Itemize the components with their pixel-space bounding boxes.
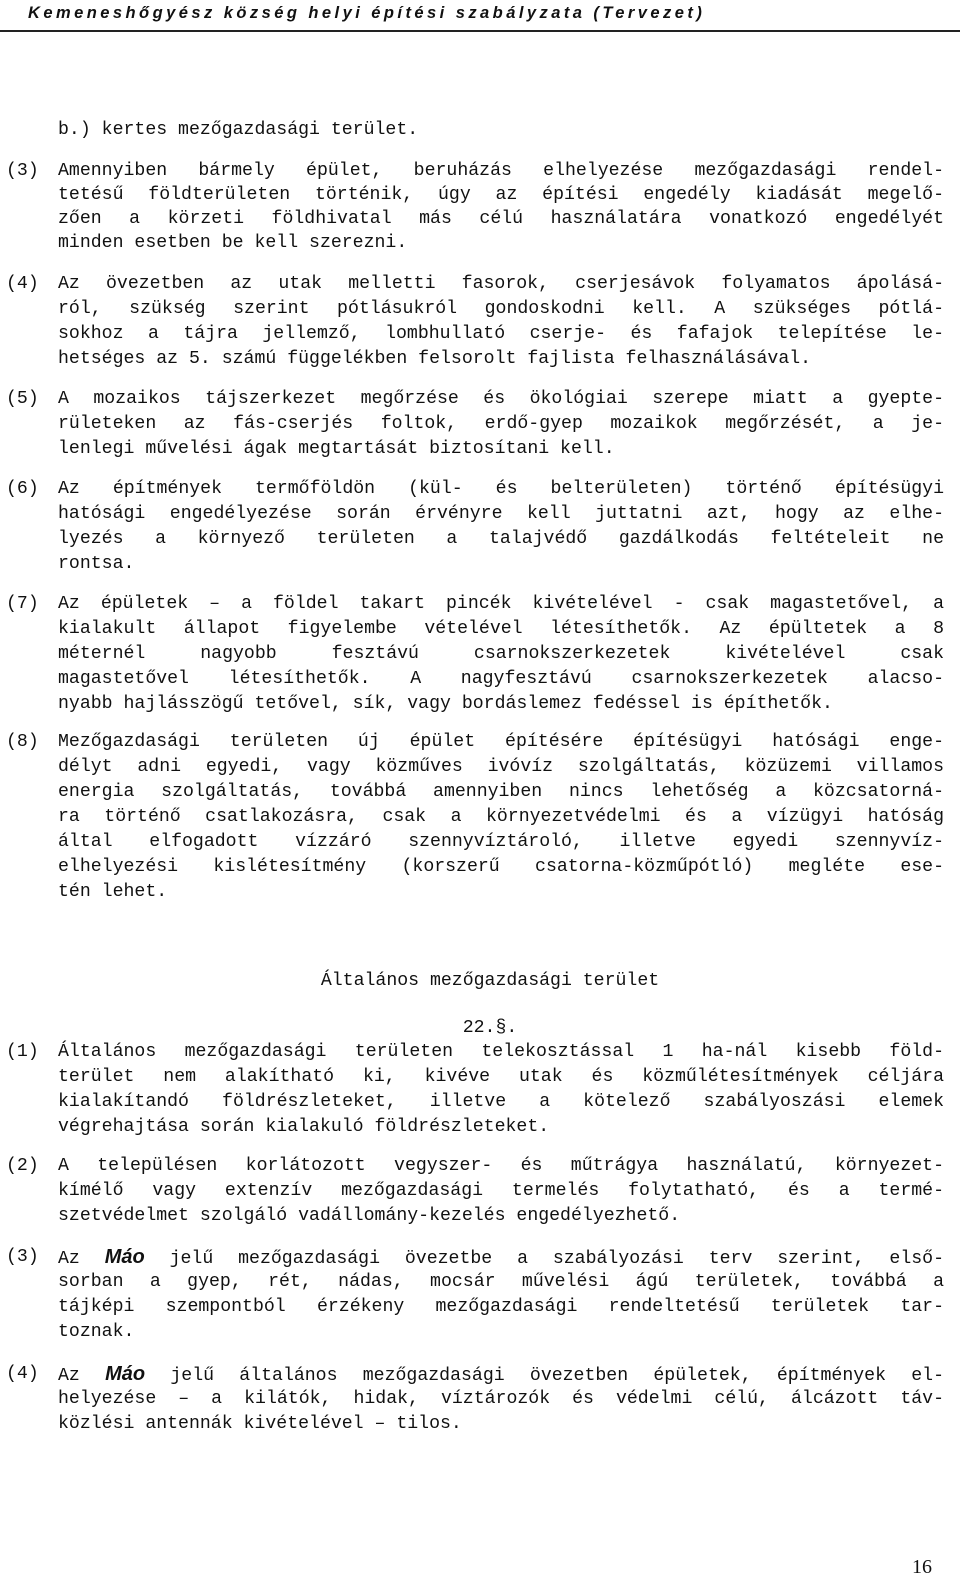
- paragraph-line: Mezőgazdasági területen új épület építésére építésügyi hatósági enge-: [58, 732, 944, 752]
- paragraph-line: Amennyiben bármely épület, beruházás elhelyezése mezőgazdasági rendel-: [58, 161, 944, 181]
- paragraph-line: magastetővel létesíthetők. A nagyfesztávú csarnokszerkezetek alacso-: [58, 669, 944, 689]
- paragraph-line: energia szolgáltatás, továbbá amennyiben nincs lehetőség a közcsatorná-: [58, 782, 944, 802]
- paragraph-line: [58, 1245, 944, 1269]
- paragraph-number: (7): [6, 594, 39, 614]
- paragraph-line: tén lehet.: [58, 882, 168, 902]
- intro-line: b.) kertes mezőgazdasági terület.: [58, 120, 419, 140]
- paragraph-sign: 22.§.: [462, 1018, 518, 1038]
- section-heading: Általános mezőgazdasági terület: [320, 971, 660, 991]
- paragraph-line: által elfogadott vízzáró szennyvíztároló, illetve egyedi szennyvíz-: [58, 832, 944, 852]
- paragraph-line: rontsa.: [58, 554, 135, 574]
- paragraph-line: helyezése – a kilátók, hidak, víztározók és védelmi célú, álcázott táv-: [58, 1389, 944, 1409]
- paragraph-line: lenlegi művelési ágak megtartását biztosítani kell.: [58, 439, 615, 459]
- paragraph-line: délyt adni egyedi, vagy közműves ivóvíz szolgáltatás, közüzemi villamos: [58, 757, 944, 777]
- paragraph-line: lyezés a környező területen a talajvédő gazdálkodás feltételeit ne: [58, 529, 944, 549]
- paragraph-number: (4): [6, 1364, 39, 1384]
- paragraph-number: (5): [6, 389, 39, 409]
- paragraph-number: (8): [6, 732, 39, 752]
- paragraph-line: sokhoz a tájra jellemző, lombhullató cserje- és fafajok telepítése le-: [58, 324, 944, 344]
- paragraph-line: zően a körzeti földhivatal más célú használatára vonatkozó engedélyét: [58, 209, 944, 229]
- paragraph-line: [58, 1362, 944, 1386]
- paragraph-line: A mozaikos tájszerkezet megőrzése és ökológiai szerepe miatt a gyepte-: [58, 389, 944, 409]
- zone-code: Máo: [104, 1246, 145, 1268]
- paragraph-line: Az építmények termőföldön (kül- és belterületen) történő építésügyi: [58, 479, 944, 499]
- paragraph-line: rületeken az fás-cserjés foltok, erdő-gyep mozaikok megőrzését, a je-: [58, 414, 944, 434]
- paragraph-line: sorban a gyep, rét, nádas, mocsár művelési ágú területek, továbbá a: [58, 1272, 944, 1292]
- paragraph-line: szetvédelmet szolgáló vadállomány-kezelés engedélyezhető.: [58, 1206, 681, 1226]
- text-fragment: jelű általános mezőgazdasági övezetben épületek, építmények el-: [170, 1366, 944, 1386]
- paragraph-line: minden esetben be kell szerezni.: [58, 233, 408, 253]
- paragraph-line: hetséges az 5. számú függelékben felsorolt fajlista felhasználásával.: [58, 349, 812, 369]
- zone-code: Máo: [105, 1363, 146, 1385]
- paragraph-line: elhelyezési kislétesítmény (korszerű csatorna-közműpótló) megléte ese-: [58, 857, 944, 877]
- text-fragment: Az: [58, 1249, 80, 1269]
- paragraph-line: ról, szükség szerint pótlásukról gondoskodni kell. A szükséges pótlá-: [58, 299, 944, 319]
- paragraph-line: A településen korlátozott vegyszer- és műtrágya használatú, környezet-: [58, 1156, 944, 1176]
- text-fragment: jelű mezőgazdasági övezetbe a szabályozási terv szerint, első-: [169, 1249, 944, 1269]
- paragraph-line: kialakult állapot figyelembe vételével létesíthetők. Az épültetek a 8: [58, 619, 944, 639]
- paragraph-line: tájképi szempontból érzékeny mezőgazdasági rendeltetésű területek tar-: [58, 1297, 944, 1317]
- paragraph-line: tetésű földterületen történik, úgy az építési engedély kiadását megelő-: [58, 185, 944, 205]
- paragraph-number: (4): [6, 274, 39, 294]
- text-fragment: Az: [58, 1366, 80, 1386]
- paragraph-line: kialakítandó földrészleteket, illetve a kötelező szabályoszási elemek: [58, 1092, 944, 1112]
- paragraph-number: (3): [6, 161, 39, 181]
- paragraph-line: végrehajtása során kialakuló földrészleteket.: [58, 1117, 550, 1137]
- paragraph-line: Általános mezőgazdasági területen telekosztással 1 ha-nál kisebb föld-: [58, 1042, 944, 1062]
- header-title: Kemeneshőgyész község helyi építési szabályzata (Tervezet): [28, 4, 706, 22]
- paragraph-line: toznak.: [58, 1322, 135, 1342]
- paragraph-number: (6): [6, 479, 39, 499]
- paragraph-number: (2): [6, 1156, 39, 1176]
- paragraph-number: (1): [6, 1042, 39, 1062]
- paragraph-number: (3): [6, 1247, 39, 1267]
- paragraph-line: hatósági engedélyezése során érvényre kell juttatni azt, hogy az elhe-: [58, 504, 944, 524]
- paragraph-line: Az épületek – a földel takart pincék kivételével - csak magastetővel, a: [58, 594, 944, 614]
- page-number: 16: [912, 1556, 932, 1578]
- paragraph-line: közlési antennák kivételével – tilos.: [58, 1414, 462, 1434]
- paragraph-line: nyabb hajlásszögű tetővel, sík, vagy bordáslemez fedéssel is építhetők.: [58, 694, 833, 714]
- paragraph-line: terület nem alakítható ki, kivéve utak és közműlétesítmények céljára: [58, 1067, 944, 1087]
- paragraph-line: ra történő csatlakozásra, csak a környezetvédelmi és a vízügyi hatóság: [58, 807, 944, 827]
- paragraph-line: kímélő vagy extenzív mezőgazdasági termelés folytatható, és a termé-: [58, 1181, 944, 1201]
- paragraph-line: méternél nagyobb fesztávú csarnokszerkezetek kivételével csak: [58, 644, 944, 664]
- paragraph-line: Az övezetben az utak melletti fasorok, cserjesávok folyamatos ápolásá-: [58, 274, 944, 294]
